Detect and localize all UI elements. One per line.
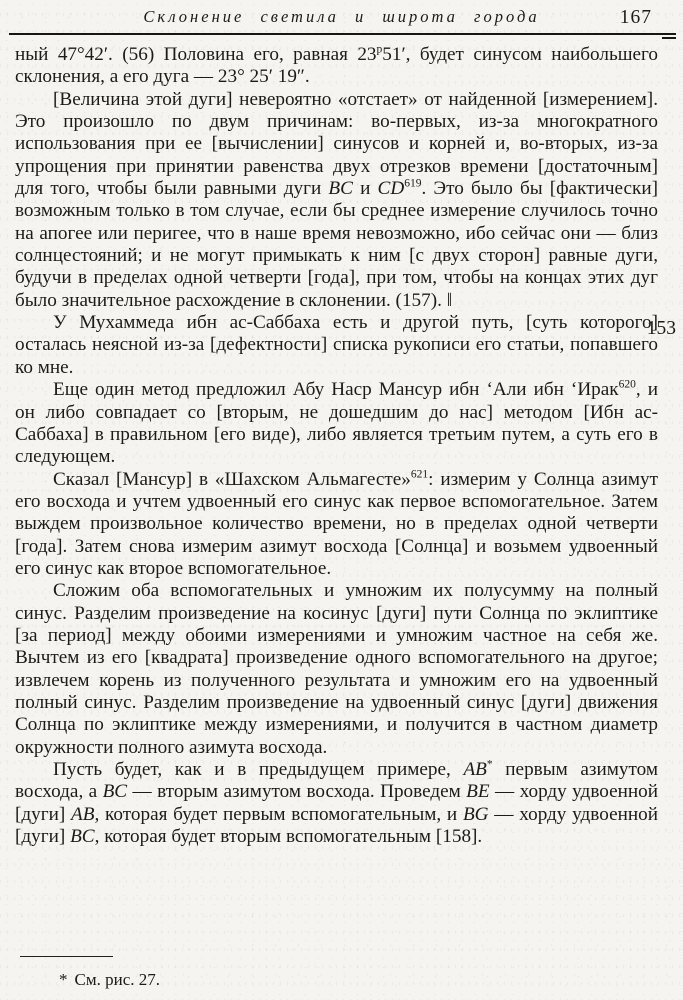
footnote-separator xyxy=(20,956,113,957)
paragraph: [Величина этой дуги] невероятно «отстает» от найденной [измерением]. Это произошло по двум причинам: во-первых, из-за многократного использования при ее [вычислении] синусов и корней и, во-вторых, из-за упрощения при принятии равенства двух отрезков времени [достаточным] для того, чтобы были равными дуги BC и CD$^{619}$. Это было бы [фактически] возможным только в том случае, если бы среднее измерение случилось точно на апогее или перигее, что в наше время невозможно, ибо сейчас они — близ солнцестояний; и не могут примыкать к ним [с двух сторон] равные дуги, будучи в пределах одной четверти [года], при том, чтобы на концах этих дуг было значительное расхождение в склонении. (157). ‖ xyxy=(15,88,658,311)
page-number: 167 xyxy=(619,7,652,28)
header-rule xyxy=(9,33,676,35)
paragraph: Сказал [Мансур] в «Шахском Альмагесте»$^{621}$: измерим у Солнца азимут его восхода и учтем удвоенный его синус как первое вспомогательное. Затем выждем произвольное количество времени, но в пределах одной четверти [года]. Затем снова измерим азимут восхода [Солнца] и возьмем удвоенный его синус как второе вспомогательное. xyxy=(15,468,658,579)
paragraph: Сложим оба вспомогательных и умножим их полусумму на полный синус. Разделим произведение на косинус [дуги] пути Солнца по эклиптике [за период] между обоими измерениями и умножим частное на себя же. Вычтем из его [квадрата] произведение одного вспомогательного на другое; извлечем корень из полученного результата и умножим его на удвоенный полный синус. Разделим произведение на удвоенный синус [дуги] движения Солнца по эклиптике между измерениями, и получится в частном диаметр окружности полного азимута восхода. xyxy=(15,580,658,758)
footnote-text: См. рис. 27. xyxy=(74,970,160,989)
footnote xyxy=(59,970,160,990)
paragraph: Пусть будет, как и в предыдущем примере, AB* первым азимутом восхода, а BC — вторым азимутом восхода. Проведем BE — хорду удвоенной [дуги] AB, которая будет первым вспомогательным, и BG — хорду удвоенной [дуги] BC, которая будет вторым вспомогательным [158]. xyxy=(15,758,658,848)
body-text xyxy=(15,44,658,848)
paragraph: Еще один метод предложил Абу Наср Мансур ибн ʻАли ибн ʻИрак$^{620}$, и он либо совпадает со [вторым, не дошедшим до нас] методом [Ибн ас-Саббаха] в правильном [его виде), либо является третьим путем, а суть его в следующем. xyxy=(15,378,658,468)
footnote-marker: * xyxy=(59,970,68,989)
paragraph: У Мухаммеда ибн ас-Саббаха есть и другой путь, [суть которого] осталась неясной из-за [дефектности] списка рукописи его статьи, попавшего ко мне. xyxy=(15,312,658,378)
running-title: Склонение светила и широта города xyxy=(143,7,540,26)
paragraph: ный 47°42′. (56) Половина его, равная 23$^р$51′, будет синусом наибольшего склонения, а его дуга — 23° 25′ 19″. xyxy=(15,43,658,88)
margin-folio: 153 xyxy=(646,318,676,339)
running-head xyxy=(0,7,683,27)
